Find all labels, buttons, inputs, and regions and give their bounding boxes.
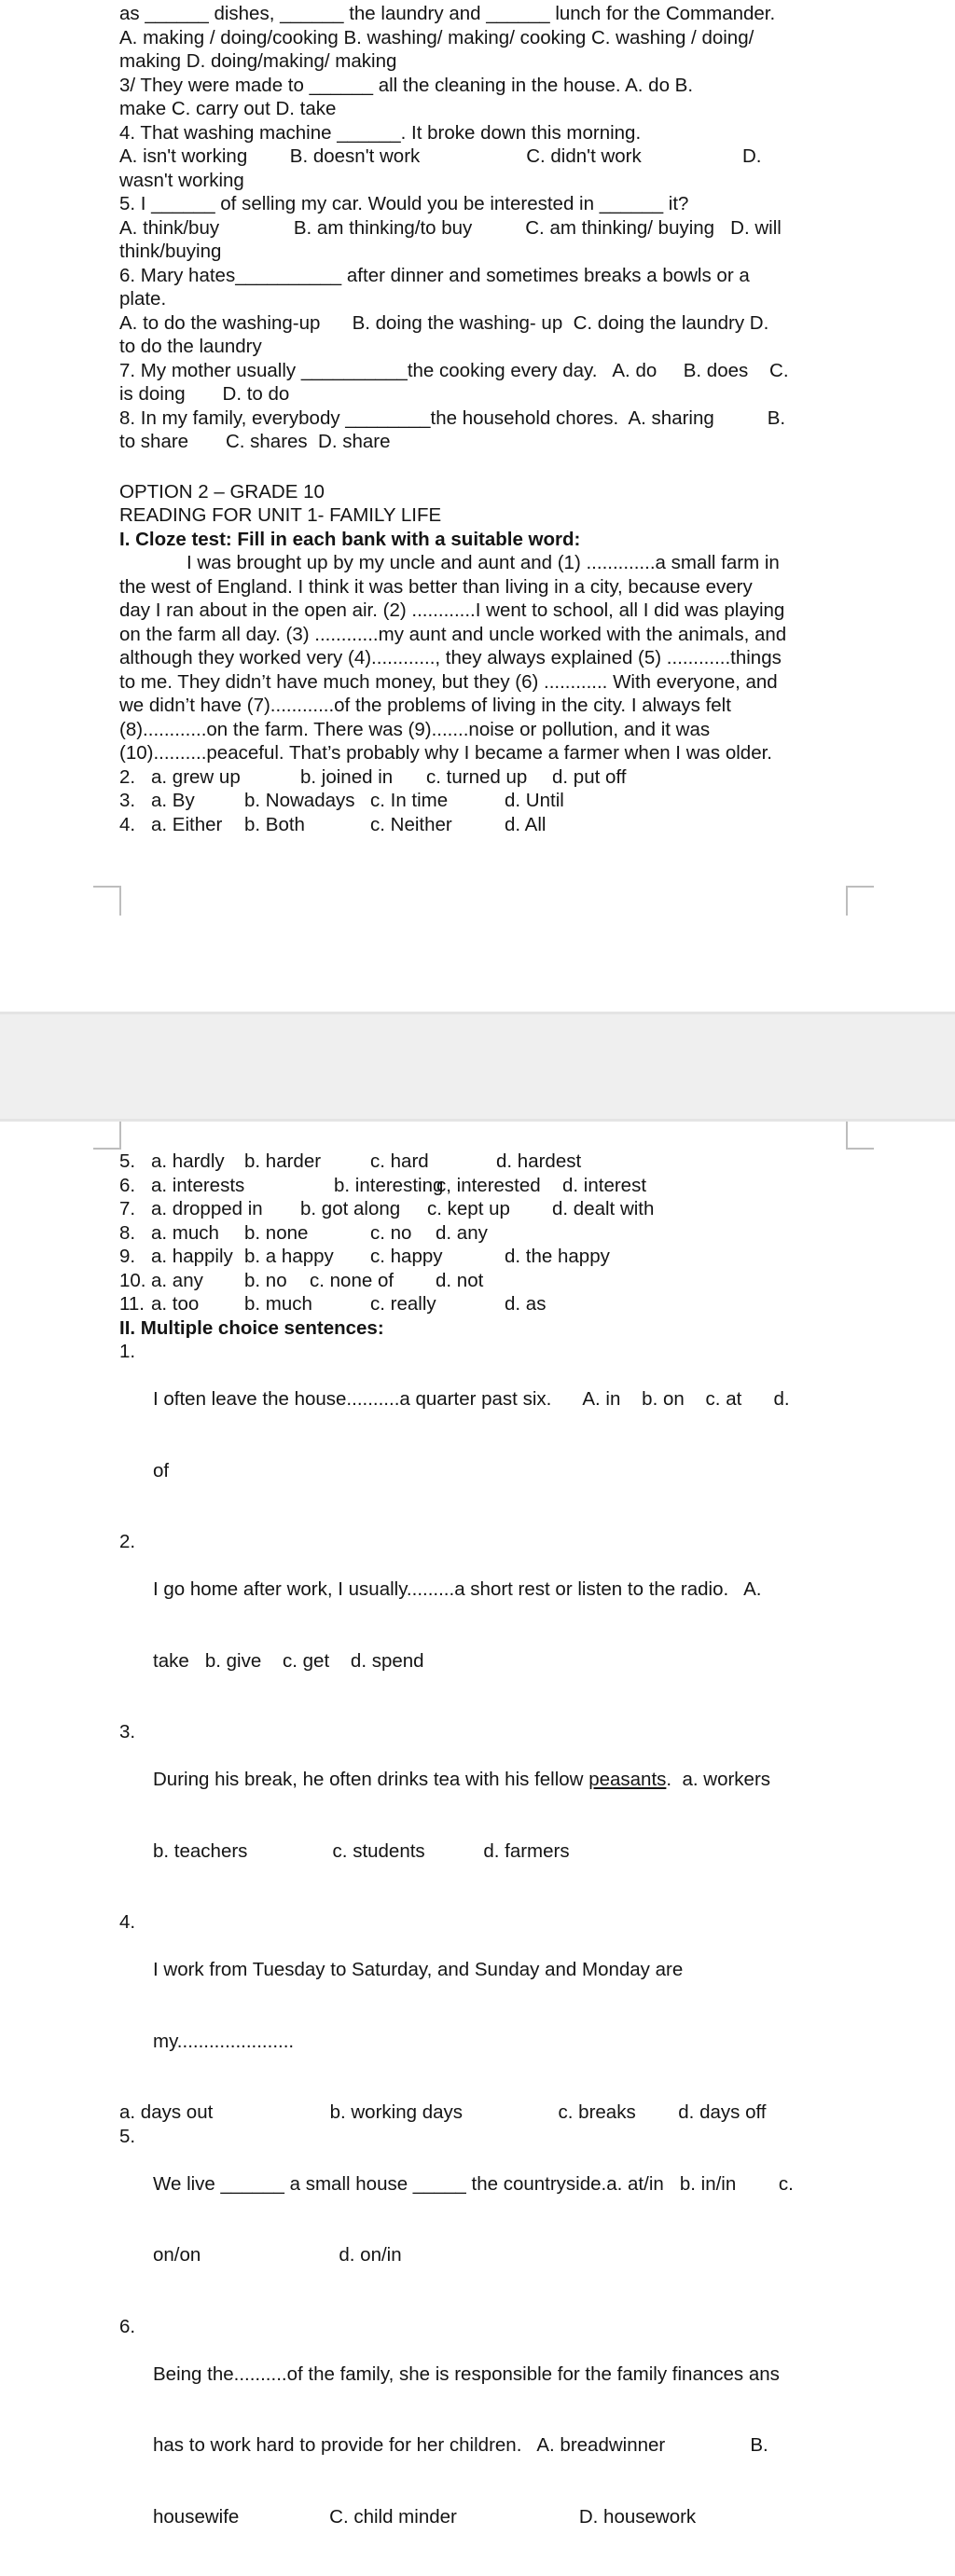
text-line: as ______ dishes, ______ the laundry and ______ lunch for the Commander.: [119, 2, 847, 26]
question-line: b. teachers c. students d. farmers: [153, 1839, 770, 1864]
passage-line: we didn’t have (7)............of the problems of living in the city. I always felt: [119, 694, 847, 718]
option-row: [119, 1292, 847, 1316]
option-b: b. Both: [244, 813, 370, 837]
passage-line: on the farm all day. (3) ............my aunt and uncle worked with the animals, and: [119, 623, 847, 647]
option-c: c. happy: [370, 1245, 505, 1269]
text-line: A. to do the washing-up B. doing the washing- up C. doing the laundry D.: [119, 311, 847, 336]
option-num: 4.: [119, 813, 151, 837]
option-a: a. Either: [151, 813, 244, 837]
text-line: think/buying: [119, 240, 847, 264]
option-num: 2.: [119, 765, 151, 790]
option-b: b. Nowadays: [244, 789, 370, 813]
option-row: [119, 1197, 847, 1221]
question-line: housewife C. child minder D. housework: [153, 2505, 780, 2529]
question-line: of: [153, 1459, 790, 1483]
passage-line: (8)............on the farm. There was (9).......noise or pollution, and it was: [119, 718, 847, 742]
question-line: Being the..........of the family, she is responsible for the family finances ans: [153, 2362, 780, 2387]
question-options: a. days out b. working days c. breaks d. days off: [119, 2101, 847, 2125]
text-line: 5. I ______ of selling my car. Would you be interested in ______ it?: [119, 192, 847, 216]
option-c: c. kept up: [427, 1197, 552, 1221]
section-heading-mc: II. Multiple choice sentences:: [119, 1316, 847, 1341]
question-line: my......................: [153, 2030, 683, 2054]
option-d: d. as: [505, 1292, 546, 1316]
option-num: 6.: [119, 1174, 151, 1198]
option-a: a. any: [151, 1269, 244, 1293]
option-num: 11.: [119, 1292, 151, 1316]
option-a: a. happily: [151, 1245, 244, 1269]
underlined-word: peasants: [588, 1768, 666, 1792]
mc-question: [119, 2315, 847, 2576]
option-a: a. interests: [151, 1174, 334, 1198]
option-c: c, interested: [436, 1174, 562, 1198]
question-num: 1.: [119, 1340, 153, 1530]
page-corner-mark: [846, 1122, 874, 1150]
option-a: a. hardly: [151, 1150, 244, 1174]
option-num: 3.: [119, 789, 151, 813]
option-row: [119, 1221, 847, 1246]
option-num: 9.: [119, 1245, 151, 1269]
mc-question: [119, 1340, 847, 1530]
mc-question: [119, 2125, 847, 2315]
passage-line: day I ran about in the open air. (2) ............I went to school, all I did was playing: [119, 599, 847, 623]
option-num: 8.: [119, 1221, 151, 1246]
option-d: d. any: [436, 1221, 488, 1246]
option-d: d. dealt with: [552, 1197, 654, 1221]
text-line: 8. In my family, everybody ________the household chores. A. sharing B.: [119, 406, 847, 431]
option-row: [119, 789, 847, 813]
page-corner-mark: [846, 886, 874, 916]
question-num: 5.: [119, 2125, 153, 2315]
option-b: b. got along: [300, 1197, 427, 1221]
option-d: d. hardest: [496, 1150, 581, 1174]
text-line: 6. Mary hates__________ after dinner and sometimes breaks a bowls or a: [119, 264, 847, 288]
question-num: 2.: [119, 1530, 153, 1720]
passage-line: (10)..........peaceful. That’s probably why I became a farmer when I was older.: [119, 741, 847, 765]
mc-question: [119, 1530, 847, 1720]
question-line: I go home after work, I usually.........a short rest or listen to the radio. A.: [153, 1577, 762, 1602]
text-line: 3/ They were made to ______ all the cleaning in the house. A. do B.: [119, 74, 847, 98]
option-b: b. harder: [244, 1150, 370, 1174]
text-line: A. isn't working B. doesn't work C. didn't work D.: [119, 145, 847, 169]
section-heading-cloze: I. Cloze test: Fill in each bank with a suitable word:: [119, 528, 847, 552]
option-c: c. really: [370, 1292, 505, 1316]
text-line: A. making / doing/cooking B. washing/ making/ cooking C. washing / doing/: [119, 26, 847, 50]
option-c: c. none of: [310, 1269, 436, 1293]
option-row: [119, 1150, 847, 1174]
option-b: b. joined in: [300, 765, 426, 790]
option-row: [119, 1245, 847, 1269]
option-row: [119, 1174, 847, 1198]
page-one-text: [119, 2, 847, 836]
option-d: d. interest: [562, 1174, 646, 1198]
page-shadow: [0, 1012, 955, 1014]
option-c: c. no: [370, 1221, 436, 1246]
text-line: wasn't working: [119, 169, 847, 193]
option-a: a. much: [151, 1221, 244, 1246]
text-line: is doing D. to do: [119, 382, 847, 406]
option-d: d. the happy: [505, 1245, 610, 1269]
question-num: 4.: [119, 1910, 153, 2101]
option-b: b. a happy: [244, 1245, 370, 1269]
option-row: [119, 813, 847, 837]
passage-line: the west of England. I think it was better than living in a city, because every: [119, 575, 847, 599]
text-line: make C. carry out D. take: [119, 97, 847, 121]
option-b: b. no: [244, 1269, 310, 1293]
option-row: [119, 765, 847, 790]
option-d: d. Until: [505, 789, 564, 813]
question-text: . a. workers: [666, 1768, 770, 1792]
option-title: OPTION 2 – GRADE 10: [119, 480, 847, 504]
mc-question: [119, 1910, 847, 2101]
passage-line: to me. They didn’t have much money, but they (6) ............ With everyone, and: [119, 670, 847, 695]
question-line: I often leave the house..........a quarter past six. A. in b. on c. at d.: [153, 1387, 790, 1412]
option-num: 5.: [119, 1150, 151, 1174]
question-line: I work from Tuesday to Saturday, and Sunday and Monday are: [153, 1958, 683, 1982]
mc-question: [119, 1720, 847, 1910]
option-b: b. much: [244, 1292, 370, 1316]
text-line: 7. My mother usually __________the cooking every day. A. do B. does C.: [119, 359, 847, 383]
option-c: c. In time: [370, 789, 505, 813]
option-num: 7.: [119, 1197, 151, 1221]
option-b: b. interesting: [334, 1174, 436, 1198]
text-line: making D. doing/making/ making: [119, 49, 847, 74]
option-c: c. Neither: [370, 813, 505, 837]
option-d: d. All: [505, 813, 546, 837]
option-d: d. not: [436, 1269, 483, 1293]
page-gap: [0, 1012, 955, 1122]
page-one: [0, 0, 955, 1012]
question-num: 6.: [119, 2315, 153, 2576]
page-two: [0, 1122, 955, 1678]
option-a: a. grew up: [151, 765, 300, 790]
option-c: c. hard: [370, 1150, 496, 1174]
text-line: to do the laundry: [119, 335, 847, 359]
question-num: 3.: [119, 1720, 153, 1910]
passage-line: I was brought up by my uncle and aunt and (1) .............a small farm in: [119, 551, 847, 575]
question-line: on/on d. on/in: [153, 2243, 794, 2267]
option-d: d. put off: [552, 765, 626, 790]
text-line: A. think/buy B. am thinking/to buy C. am thinking/ buying D. will: [119, 216, 847, 241]
reading-title: READING FOR UNIT 1- FAMILY LIFE: [119, 503, 847, 528]
page-corner-mark: [93, 886, 121, 916]
question-text: During his break, he often drinks tea with his fellow: [153, 1768, 588, 1792]
option-a: a. too: [151, 1292, 244, 1316]
page-two-text: [119, 1150, 847, 2576]
option-row: [119, 1269, 847, 1293]
passage-line: although they worked very (4)............, they always explained (5) ............things: [119, 646, 847, 670]
question-line: take b. give c. get d. spend: [153, 1649, 762, 1674]
option-b: b. none: [244, 1221, 370, 1246]
question-line: [153, 1768, 770, 1792]
question-line: We live ______ a small house _____ the countryside.a. at/in b. in/in c.: [153, 2172, 794, 2197]
text-line: plate.: [119, 287, 847, 311]
page-corner-mark: [93, 1122, 121, 1150]
question-line: has to work hard to provide for her children. A. breadwinner B.: [153, 2433, 780, 2458]
text-line: to share C. shares D. share: [119, 430, 847, 454]
option-c: c. turned up: [426, 765, 552, 790]
option-a: a. dropped in: [151, 1197, 300, 1221]
option-num: 10.: [119, 1269, 151, 1293]
text-line: 4. That washing machine ______. It broke down this morning.: [119, 121, 847, 145]
option-a: a. By: [151, 789, 244, 813]
